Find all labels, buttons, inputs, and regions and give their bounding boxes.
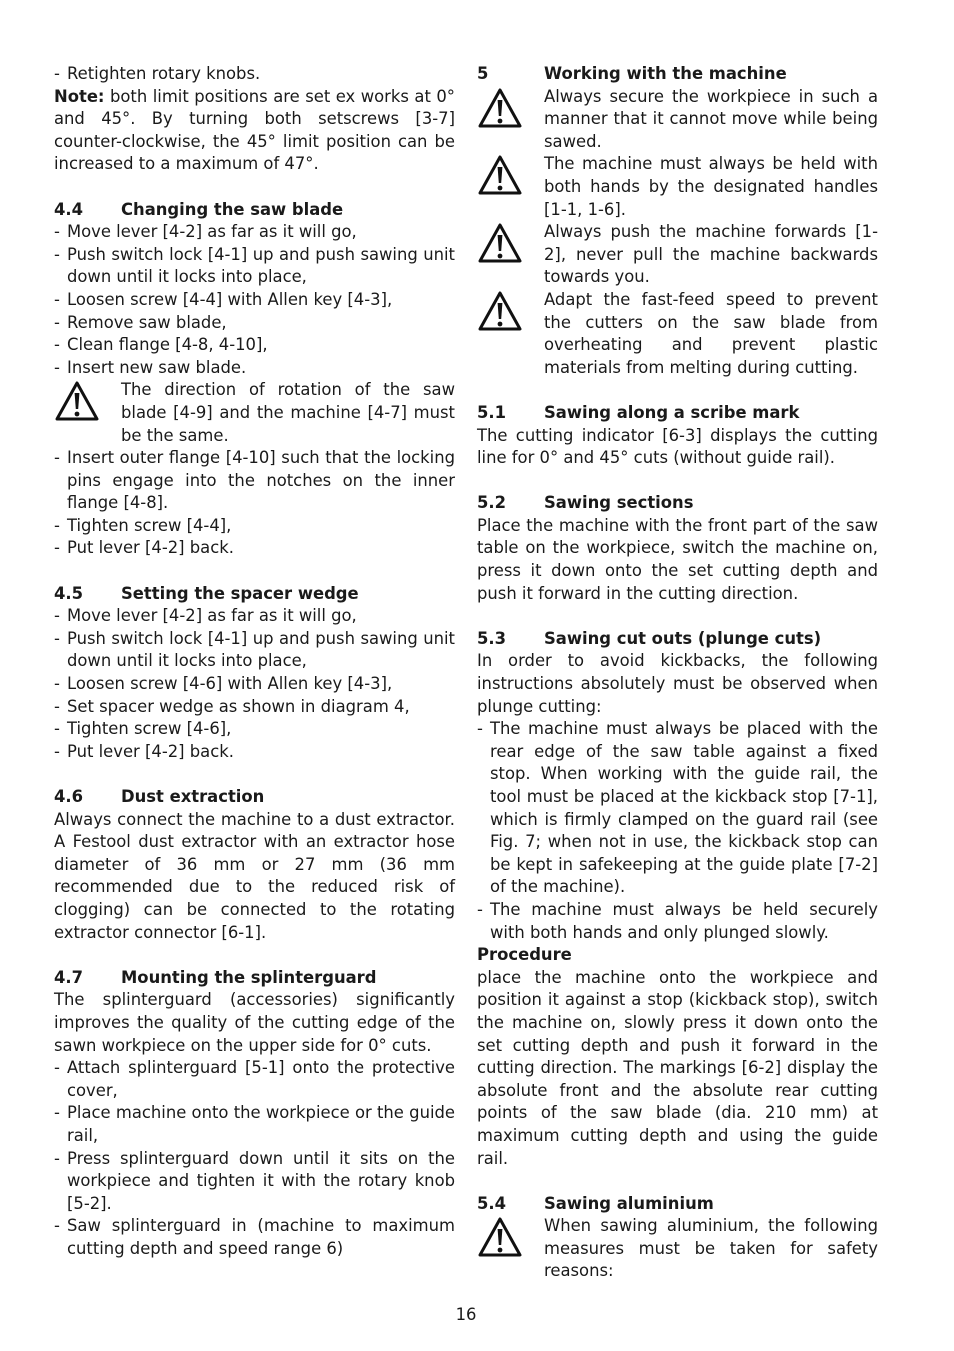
section-heading-4-7 <box>54 967 455 990</box>
warning-text: Always push the machine forwards [1-2], never pull the machine backwards towards you. <box>544 222 878 287</box>
list-item: - Set spacer wedge as shown in diagram 4, <box>54 696 455 719</box>
scribe-mark-text: The cutting indicator [6-3] displays the cutting line for 0° and 45° cuts (without guide rail). <box>477 425 878 468</box>
list-item: - Push switch lock [4-1] up and push sawing unit down until it locks into place, <box>54 244 455 289</box>
section-number: 5.2 <box>477 493 507 513</box>
list-item: - Place machine onto the workpiece or the guide rail, <box>54 1102 455 1147</box>
list-item: - Put lever [4-2] back. <box>54 537 455 560</box>
section-number: 5.4 <box>477 1193 507 1213</box>
warning-text: Adapt the fast-feed speed to prevent the cutters on the saw blade from overheating and prevent plastic materials from melting during cutting. <box>544 289 878 377</box>
left-column <box>54 63 455 1260</box>
list-item: - Tighten screw [4-4], <box>54 515 455 538</box>
saw-blade-steps-a <box>54 221 455 379</box>
plunge-cuts-list <box>477 718 878 944</box>
section-title: Changing the saw blade <box>121 199 344 219</box>
section-number: 5 <box>477 64 489 83</box>
list-item: - Put lever [4-2] back. <box>54 741 455 764</box>
section-heading-5-1 <box>477 402 878 425</box>
section-title: Mounting the splinterguard <box>121 967 377 987</box>
list-item: - The machine must always be placed with the rear edge of the saw table against a fixed stop. When working with the guide rail, the tool must be placed at the kickback stop [7-1], which is firmly clamped on the guard rail (see Fig. 7; when not in use, the kickback stop can be kept in safekeeping at the guide plate [7-2] of the machine). <box>477 718 878 899</box>
list-item: - Loosen screw [4-6] with Allen key [4-3], <box>54 673 455 696</box>
section-title: Sawing aluminium <box>544 1193 714 1213</box>
section-number: 4.5 <box>54 583 84 603</box>
list-item: - Loosen screw [4-4] with Allen key [4-3], <box>54 289 455 312</box>
section-title: Dust extraction <box>121 787 265 806</box>
section-heading-4-5 <box>54 583 455 606</box>
section-heading-4-6 <box>54 786 455 809</box>
section-title: Sawing sections <box>544 493 694 513</box>
section-title: Sawing along a scribe mark <box>544 402 800 422</box>
list-item: - Clean flange [4-8, 4-10], <box>54 334 455 357</box>
page-number: 16 <box>455 1305 477 1324</box>
procedure-text: place the machine onto the workpiece and position it against a stop (kickback stop), switch the machine on, slowly press it down onto the set cutting depth and push it forward in the cutting direction. The markings [6-2] display the absolute front and the absolute rear cutting points of the saw blade (dia. 210 mm) at maximum cutting depth and using the guide rail. <box>477 967 878 1168</box>
warning-text: The direction of rotation of the saw blade [4-9] and the machine [4-7] must be the same. <box>121 380 455 445</box>
plunge-cuts-text: In order to avoid kickbacks, the following instructions absolutely must be observed when plunge cutting: <box>477 651 878 716</box>
list-item: - Insert new saw blade. <box>54 357 455 380</box>
warning-text: When sawing aluminium, the following measures must be taken for safety reasons: <box>544 1216 878 1281</box>
list-item: - Insert outer flange [4-10] such that the locking pins engage into the notches on the inner flange [4-8]. <box>54 447 455 515</box>
section-heading-5-2 <box>477 492 878 515</box>
section-title: Sawing cut outs (plunge cuts) <box>544 628 822 648</box>
warning-icon <box>477 153 544 221</box>
list-item: - The machine must always be held securely with both hands and only plunged slowly. <box>477 899 878 944</box>
warning-icon <box>477 86 544 154</box>
warning-icon <box>54 379 121 447</box>
splinterguard-steps <box>54 1057 455 1260</box>
warning-text: The machine must always be held with both hands by the designated handles [1-1, 1-6]. <box>544 154 878 219</box>
list-item: - Push switch lock [4-1] up and push sawing unit down until it locks into place, <box>54 628 455 673</box>
warning-block <box>477 289 878 379</box>
section-heading-5-3 <box>477 628 878 651</box>
section-number: 5.1 <box>477 402 507 422</box>
warning-text: Always secure the workpiece in such a manner that it cannot move while being sawed. <box>544 86 878 151</box>
warning-block <box>477 86 878 154</box>
list-item: - Move lever [4-2] as far as it will go, <box>54 221 455 244</box>
warning-block <box>477 221 878 289</box>
warning-icon <box>477 1215 544 1283</box>
list-item: - Saw splinterguard in (machine to maximum cutting depth and speed range 6) <box>54 1215 455 1260</box>
warning-block <box>477 153 878 221</box>
list-item: - Attach splinterguard [5-1] onto the protective cover, <box>54 1057 455 1102</box>
splinterguard-text: The splinterguard (accessories) significantly improves the quality of the cutting edge of the sawn workpiece on the upper side for 0° cuts. <box>54 990 455 1055</box>
section-number: 4.6 <box>54 787 84 806</box>
note-paragraph <box>54 86 455 176</box>
warning-block <box>477 1215 878 1283</box>
right-column <box>477 63 878 1283</box>
warning-block <box>54 379 455 447</box>
spacer-wedge-steps <box>54 605 455 763</box>
procedure-label: Procedure <box>477 945 572 965</box>
section-heading-4-4 <box>54 199 455 222</box>
section-title: Setting the spacer wedge <box>121 583 359 603</box>
saw-blade-steps-b <box>54 447 455 560</box>
section-title: Working with the machine <box>544 64 787 83</box>
section-number: 4.4 <box>54 199 84 219</box>
intro-list <box>54 63 455 86</box>
sawing-sections-text: Place the machine with the front part of the saw table on the workpiece, switch the machine on, press it down onto the set cutting depth and push it forward in the cutting direction. <box>477 515 878 603</box>
list-item: - Press splinterguard down until it sits on the workpiece and tighten it with the rotary knob [5-2]. <box>54 1148 455 1216</box>
section-number: 5.3 <box>477 628 507 648</box>
section-number: 4.7 <box>54 967 84 987</box>
list-item: - Retighten rotary knobs. <box>54 63 455 86</box>
section-heading-5-4 <box>477 1193 878 1216</box>
warning-icon <box>477 221 544 289</box>
list-item: - Remove saw blade, <box>54 312 455 335</box>
section-heading-5 <box>477 63 878 86</box>
dust-extraction-text: Always connect the machine to a dust extractor. A Festool dust extractor with an extractor hose diameter of 36 mm or 27 mm (36 mm recommended due to the reduced risk of clogging) can be connected to the rotating extractor connector [6-1]. <box>54 809 455 942</box>
warning-icon <box>477 289 544 379</box>
list-item: - Tighten screw [4-6], <box>54 718 455 741</box>
note-text: both limit positions are set ex works at 0° and 45°. By turning both setscrews [3-7] counter-clockwise, the 45° limit position can be increased to a maximum of 47°. <box>54 86 455 174</box>
list-item: - Move lever [4-2] as far as it will go, <box>54 605 455 628</box>
note-label: Note: <box>54 86 105 106</box>
